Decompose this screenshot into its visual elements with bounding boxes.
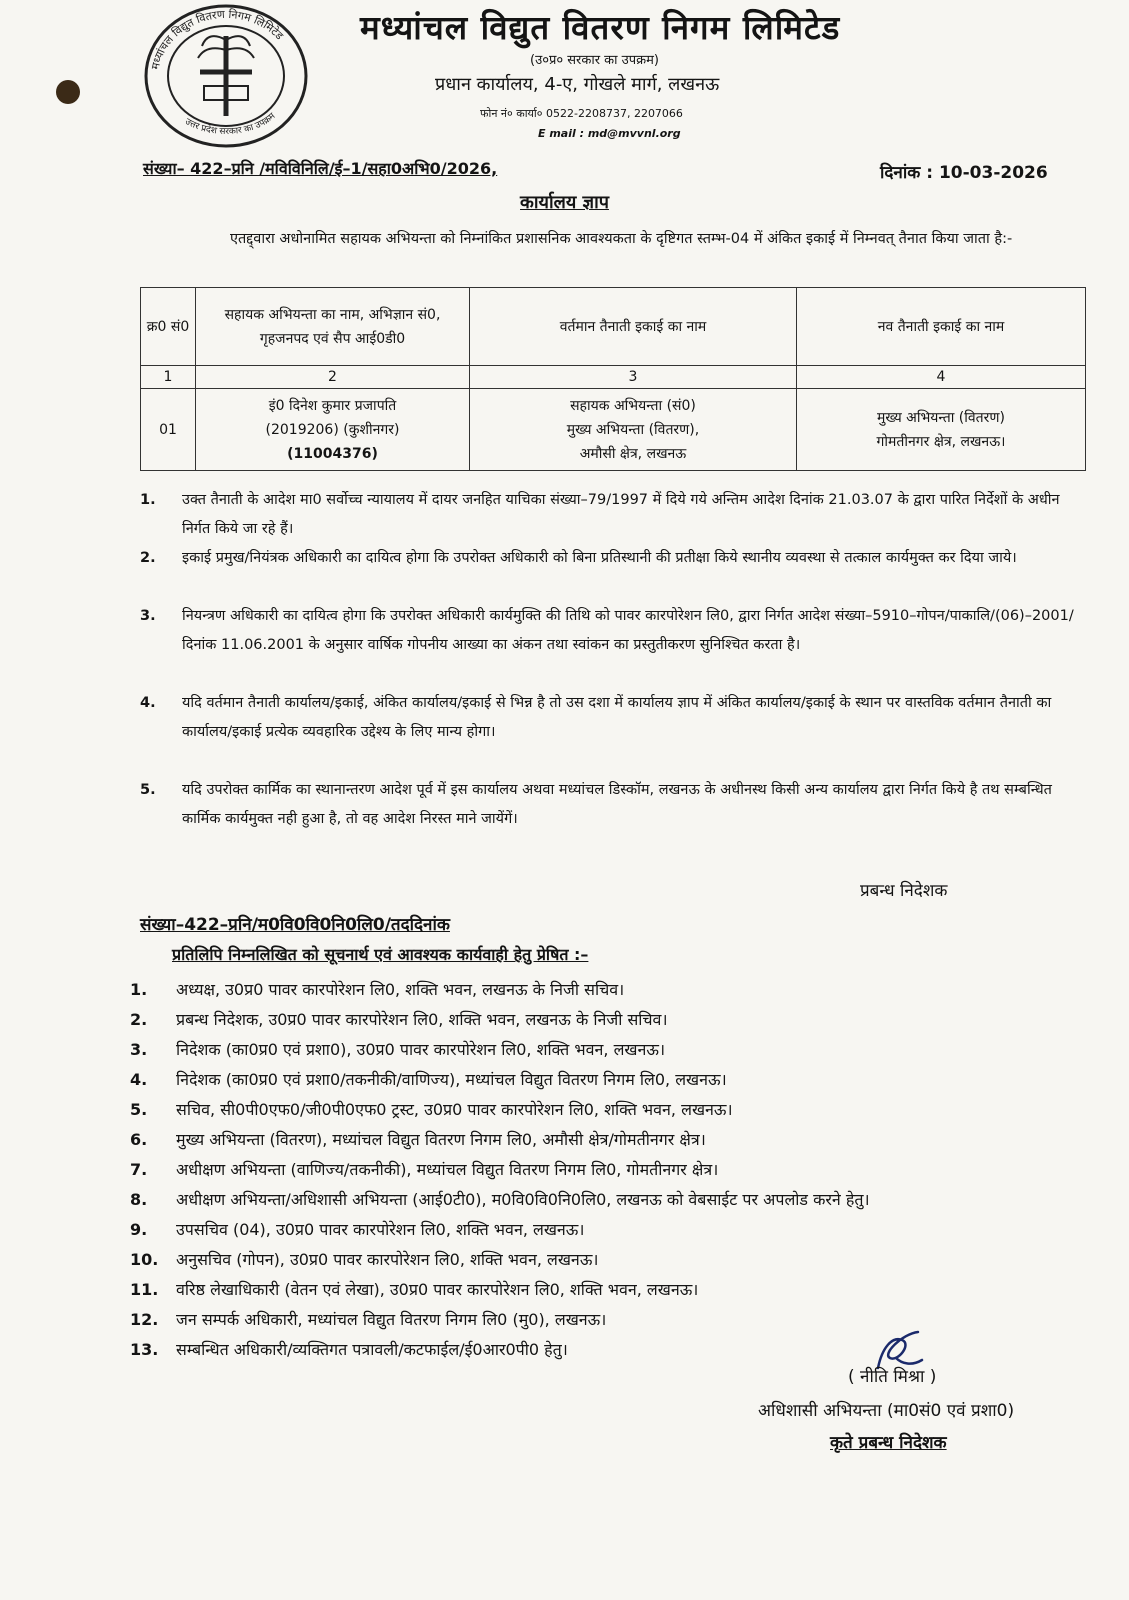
condition-text: उक्त तैनाती के आदेश मा0 सर्वोच्च न्यायालय में दायर जनहित याचिका संख्या–79/1997 में दिये गये अन्तिम आदेश दिनांक 21.03.07 के द्वारा पारित निर्देशों के अधीन निर्गत किये जा रहे हैं। bbox=[182, 492, 1060, 537]
signatory-on-behalf: कृते प्रबन्ध निदेशक bbox=[830, 1433, 947, 1453]
signatory-designation: अधिशासी अभियन्ता (मा0सं0 एवं प्रशा0) bbox=[758, 1401, 1015, 1421]
punch-hole bbox=[56, 80, 80, 104]
condition-item bbox=[140, 689, 1090, 747]
intro-paragraph: एतद्द्वारा अधोनामित सहायक अभियन्ता को निम्नांकित प्रशासनिक आवश्यकता के दृष्टिगत स्तम्भ-04 में अंकित इकाई में निम्नवत् तैनात किया जाता है:- bbox=[230, 231, 1013, 247]
corporation-seal-icon bbox=[138, 0, 314, 152]
copy-text: प्रबन्ध निदेशक, उ0प्र0 पावर कारपोरेशन लि0, शक्ति भवन, लखनऊ के निजी सचिव। bbox=[176, 1010, 668, 1029]
condition-number: 2. bbox=[140, 550, 156, 566]
current-unit-line: मुख्य अभियन्ता (वितरण), bbox=[566, 421, 700, 438]
condition-text: यदि वर्तमान तैनाती कार्यालय/इकाई, अंकित कार्यालय/इकाई से भिन्न है तो उस दशा में कार्यालय ज्ञाप में अंकित कार्यालय/इकाई के स्थान पर वास्तविक वर्तमान तैनाती का कार्यालय/इकाई प्रत्येक व्यवहारिक उद्देश्य के लिए मान्य होगा। bbox=[182, 695, 1052, 740]
company-address: प्रधान कार्यालय, 4-ए, गोखले मार्ग, लखनऊ bbox=[435, 74, 720, 95]
list-item bbox=[130, 1215, 584, 1245]
reference-date: दिनांक : 10-03-2026 bbox=[880, 163, 1048, 183]
condition-item bbox=[140, 486, 1090, 544]
condition-number: 5. bbox=[140, 782, 156, 798]
officer-sap-id: (11004376) bbox=[287, 445, 378, 462]
col-number: 3 bbox=[470, 366, 797, 389]
list-item bbox=[130, 1185, 870, 1215]
condition-item bbox=[140, 776, 1090, 834]
copy-number: 6. bbox=[130, 1130, 148, 1149]
copy-number: 4. bbox=[130, 1070, 148, 1089]
copy-text: निदेशक (का0प्र0 एवं प्रशा0/तकनीकी/वाणिज्य), मध्यांचल विद्युत वितरण निगम लि0, लखनऊ। bbox=[176, 1070, 727, 1089]
list-item bbox=[130, 1125, 706, 1155]
copy-text: सचिव, सी0पी0एफ0/जी0पी0एफ0 ट्रस्ट, उ0प्र0 पावर कारपोरेशन लि0, शक्ति भवन, लखनऊ। bbox=[176, 1100, 733, 1119]
copy-number: 1. bbox=[130, 980, 148, 999]
list-item bbox=[130, 1275, 698, 1305]
list-item bbox=[130, 1065, 727, 1095]
table-row bbox=[141, 389, 1086, 471]
copy-reference-number: संख्या–422–प्रनि/म0वि0वि0नि0लि0/तददिनांक bbox=[140, 915, 450, 935]
current-unit-line: सहायक अभियन्ता (सं0) bbox=[570, 397, 696, 414]
officer-name: इं0 दिनेश कुमार प्रजापति bbox=[268, 397, 397, 414]
copy-number: 3. bbox=[130, 1040, 148, 1059]
list-item bbox=[130, 1095, 733, 1125]
copy-text: उपसचिव (04), उ0प्र0 पावर कारपोरेशन लि0, शक्ति भवन, लखनऊ। bbox=[176, 1220, 585, 1239]
row-current-unit bbox=[470, 389, 797, 471]
officer-id-district: (2019206) (कुशीनगर) bbox=[265, 421, 400, 438]
seal-bottom-text: उत्तर प्रदेश सरकार का उपक्रम bbox=[183, 111, 278, 138]
condition-item bbox=[140, 602, 1090, 660]
condition-number: 3. bbox=[140, 608, 156, 624]
condition-text: इकाई प्रमुख/नियंत्रक अधिकारी का दायित्व होगा कि उपरोक्त अधिकारी को बिना प्रतिस्थानी की प्रतीक्षा किये स्थानीय व्यवस्था से तत्काल कार्यमुक्त कर दिया जाये। bbox=[182, 550, 1017, 566]
company-subtitle: (उ०प्र० सरकार का उपक्रम) bbox=[530, 53, 659, 68]
signatory-managing-director: प्रबन्ध निदेशक bbox=[860, 881, 948, 901]
copy-number: 5. bbox=[130, 1100, 148, 1119]
new-unit-line: गोमतीनगर क्षेत्र, लखनऊ। bbox=[876, 433, 1006, 450]
copy-text: अध्यक्ष, उ0प्र0 पावर कारपोरेशन लि0, शक्ति भवन, लखनऊ के निजी सचिव। bbox=[176, 980, 625, 999]
seal-text: मध्यांचल विद्युत वितरण निगम लिमिटेड bbox=[148, 7, 286, 71]
condition-item bbox=[140, 544, 1090, 573]
copy-text: अनुसचिव (गोपन), उ0प्र0 पावर कारपोरेशन लि0, शक्ति भवन, लखनऊ। bbox=[176, 1250, 599, 1269]
copy-text: निदेशक (का0प्र0 एवं प्रशा0), उ0प्र0 पावर कारपोरेशन लि0, शक्ति भवन, लखनऊ। bbox=[176, 1040, 666, 1059]
col-number: 1 bbox=[141, 366, 196, 389]
copy-text: सम्बन्धित अधिकारी/व्यक्तिगत पत्रावली/कटफाईल/ई0आर0पी0 हेतु। bbox=[176, 1340, 568, 1359]
row-new-unit bbox=[797, 389, 1086, 471]
header-officer: सहायक अभियन्ता का नाम, अभिज्ञान सं0, गृहजनपद एवं सैप आई0डी0 bbox=[196, 288, 470, 366]
list-item bbox=[130, 1245, 598, 1275]
list-item bbox=[130, 1335, 568, 1365]
signatory-name: ( नीति मिश्रा ) bbox=[848, 1367, 937, 1387]
condition-text: नियन्त्रण अधिकारी का दायित्व होगा कि उपरोक्त अधिकारी कार्यमुक्ति की तिथि को पावर कारपोरेशन लि0, द्वारा निर्गत आदेश संख्या–5910–गोपन/पाकालि/(06)–2001/दिनांक 11.06.2001 के अनुसार वार्षिक गोपनीय आख्या का अंकन तथा स्वांकन का प्रस्तुतीकरण सुनिश्चित करता है। bbox=[182, 608, 1074, 653]
copy-intro: प्रतिलिपि निम्नलिखित को सूचनार्थ एवं आवश्यक कार्यवाही हेतु प्रेषित :– bbox=[172, 945, 589, 964]
reference-number: संख्या– 422–प्रनि /मविविनिलि/ई–1/सहा0अभि0/2026, bbox=[143, 159, 498, 178]
copy-text: वरिष्ठ लेखाधिकारी (वेतन एवं लेखा), उ0प्र0 पावर कारपोरेशन लि0, शक्ति भवन, लखनऊ। bbox=[176, 1280, 699, 1299]
copy-number: 11. bbox=[130, 1280, 159, 1299]
copy-text: मुख्य अभियन्ता (वितरण), मध्यांचल विद्युत वितरण निगम लि0, अमौसी क्षेत्र/गोमतीनगर क्षेत्र। bbox=[176, 1130, 706, 1149]
header-new-unit: नव तैनाती इकाई का नाम bbox=[797, 288, 1086, 366]
condition-number: 1. bbox=[140, 492, 156, 508]
copy-text: अधीक्षण अभियन्ता (वाणिज्य/तकनीकी), मध्यांचल विद्युत वितरण निगम लि0, गोमतीनगर क्षेत्र। bbox=[176, 1160, 719, 1179]
condition-text: यदि उपरोक्त कार्मिक का स्थानान्तरण आदेश पूर्व में इस कार्यालय अथवा मध्यांचल डिस्कॉम, लखनऊ के अधीनस्थ किसी अन्य कार्यालय द्वारा निर्गत किये है तथ सम्बन्धित कार्मिक कार्यमुक्त नही हुआ है, तो वह आदेश निरस्त माने जायेंगें। bbox=[182, 782, 1052, 827]
copy-text: अधीक्षण अभियन्ता/अधिशासी अभियन्ता (आई0टी0), म0वि0वि0नि0लि0, लखनऊ को वेबसाईट पर अपलोड करने हेतु। bbox=[176, 1190, 870, 1209]
list-item bbox=[130, 1005, 668, 1035]
company-name: मध्यांचल विद्युत वितरण निगम लिमिटेड bbox=[360, 8, 841, 47]
new-unit-line: मुख्य अभियन्ता (वितरण) bbox=[877, 409, 1005, 426]
posting-table bbox=[140, 287, 1086, 471]
copy-number: 7. bbox=[130, 1160, 148, 1179]
list-item bbox=[130, 1035, 665, 1065]
copy-number: 10. bbox=[130, 1250, 159, 1269]
row-sno: 01 bbox=[141, 389, 196, 471]
list-item bbox=[130, 975, 624, 1005]
header-sno: क्र0 सं0 bbox=[141, 288, 196, 366]
copy-number: 12. bbox=[130, 1310, 159, 1329]
col-number: 2 bbox=[196, 366, 470, 389]
list-item bbox=[130, 1155, 718, 1185]
current-unit-line: अमौसी क्षेत्र, लखनऊ bbox=[579, 445, 687, 462]
header-current-unit: वर्तमान तैनाती इकाई का नाम bbox=[470, 288, 797, 366]
memo-title: कार्यालय ज्ञाप bbox=[520, 192, 609, 213]
row-officer bbox=[196, 389, 470, 471]
table-header-row bbox=[141, 288, 1086, 366]
copy-text: जन सम्पर्क अधिकारी, मध्यांचल विद्युत वितरण निगम लि0 (मु0), लखनऊ। bbox=[176, 1310, 607, 1329]
condition-number: 4. bbox=[140, 695, 156, 711]
copy-number: 9. bbox=[130, 1220, 148, 1239]
company-email: E mail : md@mvvnl.org bbox=[538, 127, 681, 140]
copy-number: 13. bbox=[130, 1340, 159, 1359]
list-item bbox=[130, 1305, 606, 1335]
table-column-number-row bbox=[141, 366, 1086, 389]
company-phone: फोन नं० कार्या० 0522-2208737, 2207066 bbox=[480, 107, 683, 120]
col-number: 4 bbox=[797, 366, 1086, 389]
copy-number: 2. bbox=[130, 1010, 148, 1029]
copy-number: 8. bbox=[130, 1190, 148, 1209]
